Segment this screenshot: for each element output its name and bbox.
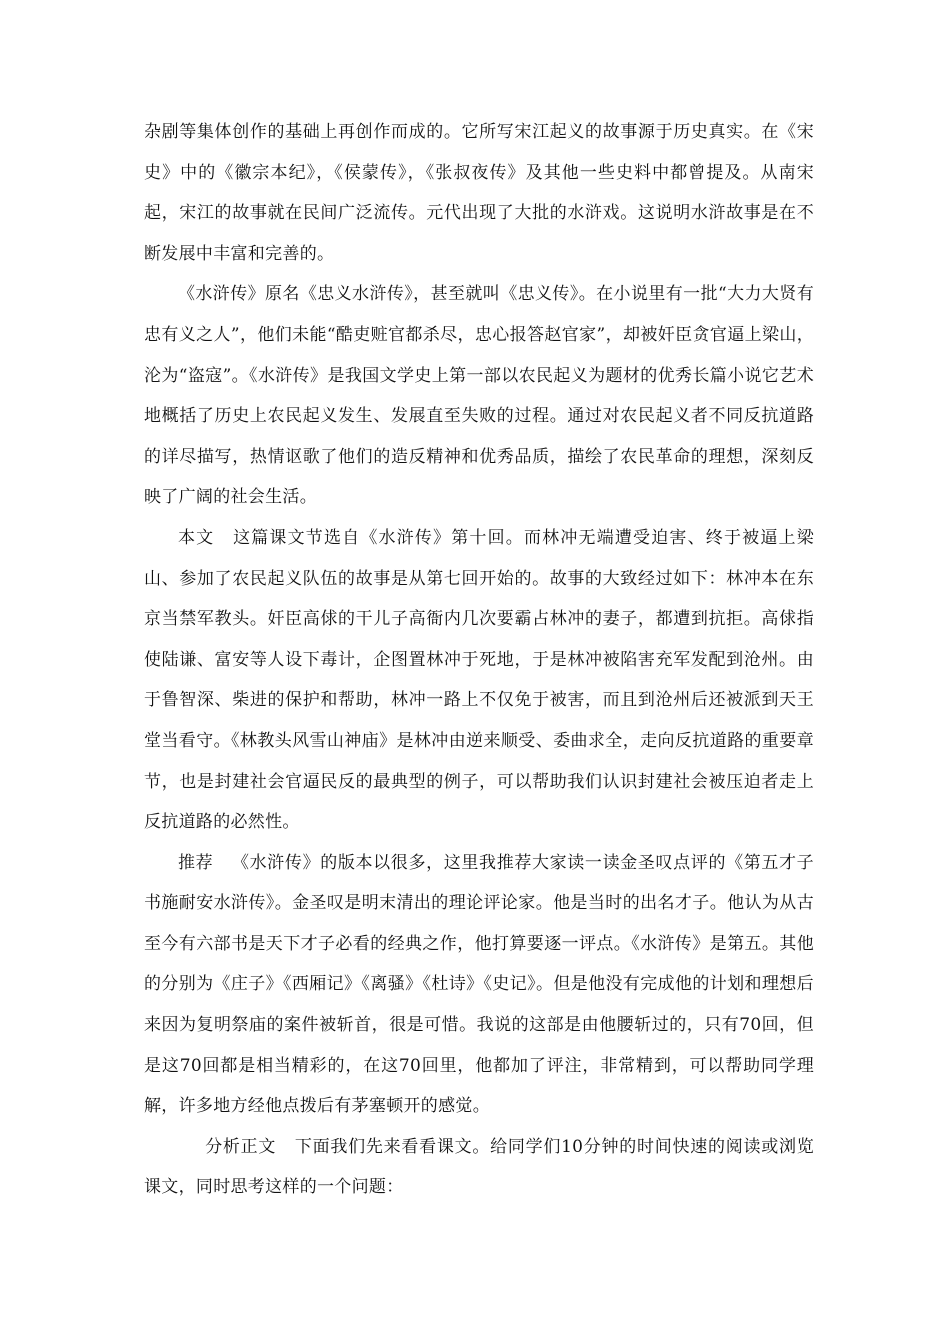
paragraph-this-text: [144, 518, 814, 843]
paragraph-text: 《水浒传》原名《忠义水浒传》，甚至就叫《忠义传》。在小说里有一批“大力大贤有忠有义之人”，他们未能“酷吏赃官都杀尽，忠心报答赵官家”，却被奸臣贪官逼上梁山，沦为“盗寇”。《水浒传》是我国文学史上第一部以农民起义为题材的优秀长篇小说它艺术地概括了历史上农民起义发生、发展直至失败的过程。通过对农民起义者不同反抗道路的详尽描写，热情讴歌了他们的造反精神和优秀品质，描绘了农民革命的理想，深刻反映了广阔的社会生活。: [144, 284, 814, 508]
paragraph-text: 下面我们先来看看课文。给同学们10分钟的时间快速的阅读或浏览课文，同时思考这样的一个问题：: [144, 1136, 815, 1198]
paragraph-text-analysis: [144, 1127, 814, 1208]
document-page: [144, 112, 814, 1208]
paragraph-text: 这篇课文节选自《水浒传》第十回。而林冲无端遭受迫害、终于被逼上梁山、参加了农民起义队伍的故事是从第七回开始的。故事的大致经过如下：林冲本在东京当禁军教头。奸臣高俅的干儿子高衙内几次要霸占林冲的妻子，都遭到抗拒。高俅指使陆谦、富安等人设下毒计，企图置林冲于死地，于是林冲被陷害充军发配到沧州。由于鲁智深、柴进的保护和帮助，林冲一路上不仅免于被害，而且到沧州后还被派到天王堂当看守。《林教头风雪山神庙》是林冲由逆来顺受、委曲求全，走向反抗道路的重要章节，也是封建社会官逼民反的最典型的例子，可以帮助我们认识封建社会被压迫者走上反抗道路的必然性。: [144, 527, 814, 833]
paragraph-lead: 分析正文: [205, 1136, 277, 1157]
paragraph-text: 《水浒传》的版本以很多，这里我推荐大家读一读金圣叹点评的《第五才子书施耐安水浒传》。金圣叹是明末清出的理论评论家。他是当时的出名才子。他认为从古至今有六部书是天下才子必看的经典之作，他打算要逐一评点。《水浒传》是第五。其他的分别为《庄子》《西厢记》《离骚》《杜诗》《史记》。但是他没有完成他的计划和理想后来因为复明祭庙的案件被斩首，很是可惜。我说的这部是由他腰斩过的，只有70回，但是这70回都是相当精彩的，在这70回里，他都加了评注，非常精到，可以帮助同学理解，许多地方经他点拨后有茅塞顿开的感觉。: [144, 852, 814, 1117]
paragraph-text: 杂剧等集体创作的基础上再创作而成的。它所写宋江起义的故事源于历史真实。在《宋史》中的《徽宗本纪》，《侯蒙传》，《张叔夜传》及其他一些史料中都曾提及。从南宋起，宋江的故事就在民间广泛流传。元代出现了大批的水浒戏。这说明水浒故事是在不断发展中丰富和完善的。: [144, 122, 814, 264]
paragraph-recommendation: [144, 843, 814, 1127]
paragraph-lead: 推荐: [178, 852, 214, 873]
paragraph-shuihu-overview: [144, 274, 814, 518]
paragraph-lead: 本文: [178, 527, 215, 548]
paragraph-shuihu-origin: [144, 112, 814, 274]
